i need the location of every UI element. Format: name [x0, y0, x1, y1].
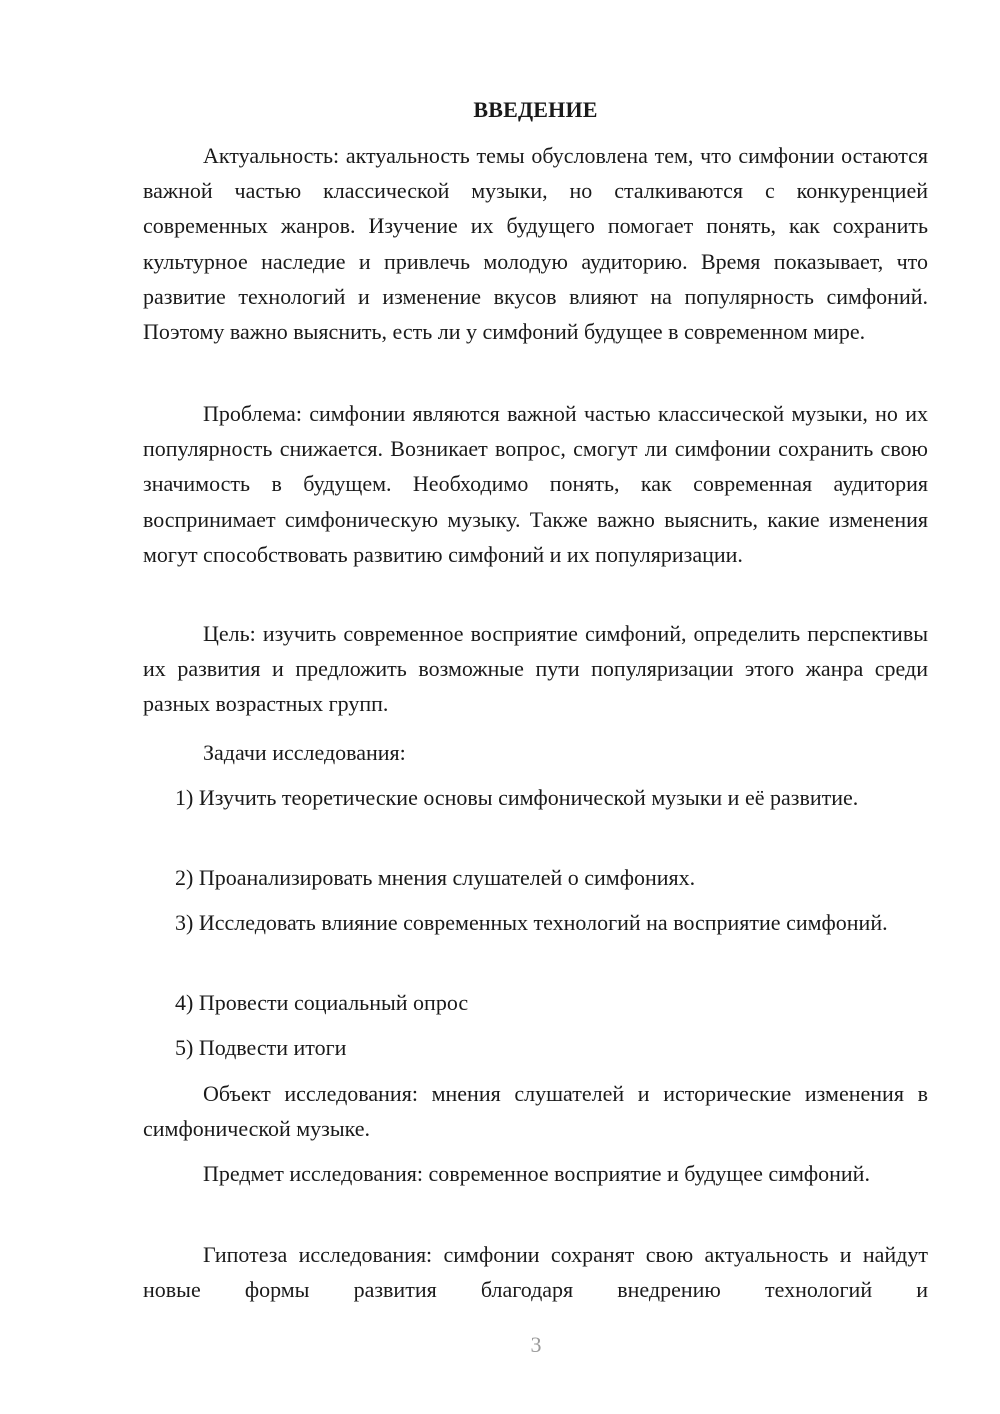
- paragraph-subject: Предмет исследования: современное восприятие и будущее симфоний.: [203, 1161, 870, 1186]
- task-item-5: 5) Подвести итоги: [175, 1035, 347, 1060]
- paragraph-goal: Цель: изучить современное восприятие симфоний, определить перспективы их развития и предложить возможные пути популяризации этого жанра среди разных возрастных групп.: [143, 621, 928, 717]
- page-title: ВВЕДЕНИЕ: [473, 97, 598, 122]
- paragraph-relevance: Актуальность: актуальность темы обусловлена тем, что симфонии остаются важной частью классической музыки, но сталкиваются с конкуренцией современных жанров. Изучение их будущего помогает понять, как сохранить культурное наследие и привлечь молодую аудиторию. Время показывает, что развитие технологий и изменение вкусов влияют на популярность симфоний. Поэтому важно выяснить, есть ли у симфоний будущее в современном мире.: [143, 143, 928, 345]
- task-item-2: 2) Проанализировать мнения слушателей о симфониях.: [175, 865, 696, 890]
- task-item-4: 4) Провести социальный опрос: [175, 990, 469, 1015]
- tasks-heading: Задачи исследования:: [203, 740, 406, 765]
- paragraph-object: Объект исследования: мнения слушателей и исторические изменения в симфонической музыке.: [143, 1081, 928, 1142]
- task-item-1: 1) Изучить теоретические основы симфонической музыки и её развитие.: [175, 785, 859, 810]
- task-item-3: 3) Исследовать влияние современных технологий на восприятие симфоний.: [175, 910, 888, 935]
- paragraph-hypothesis: Гипотеза исследования: симфонии сохранят свою актуальность и найдут новые формы развития благодаря внедрению технологий и: [143, 1242, 928, 1303]
- page-number: 3: [530, 1332, 542, 1357]
- paragraph-problem: Проблема: симфонии являются важной частью классической музыки, но их популярность снижается. Возникает вопрос, смогут ли симфонии сохранить свою значимость в будущем. Необходимо понять, как современная аудитория воспринимает симфоническую музыку. Также важно выяснить, какие изменения могут способствовать развитию симфоний и их популяризации.: [143, 401, 928, 567]
